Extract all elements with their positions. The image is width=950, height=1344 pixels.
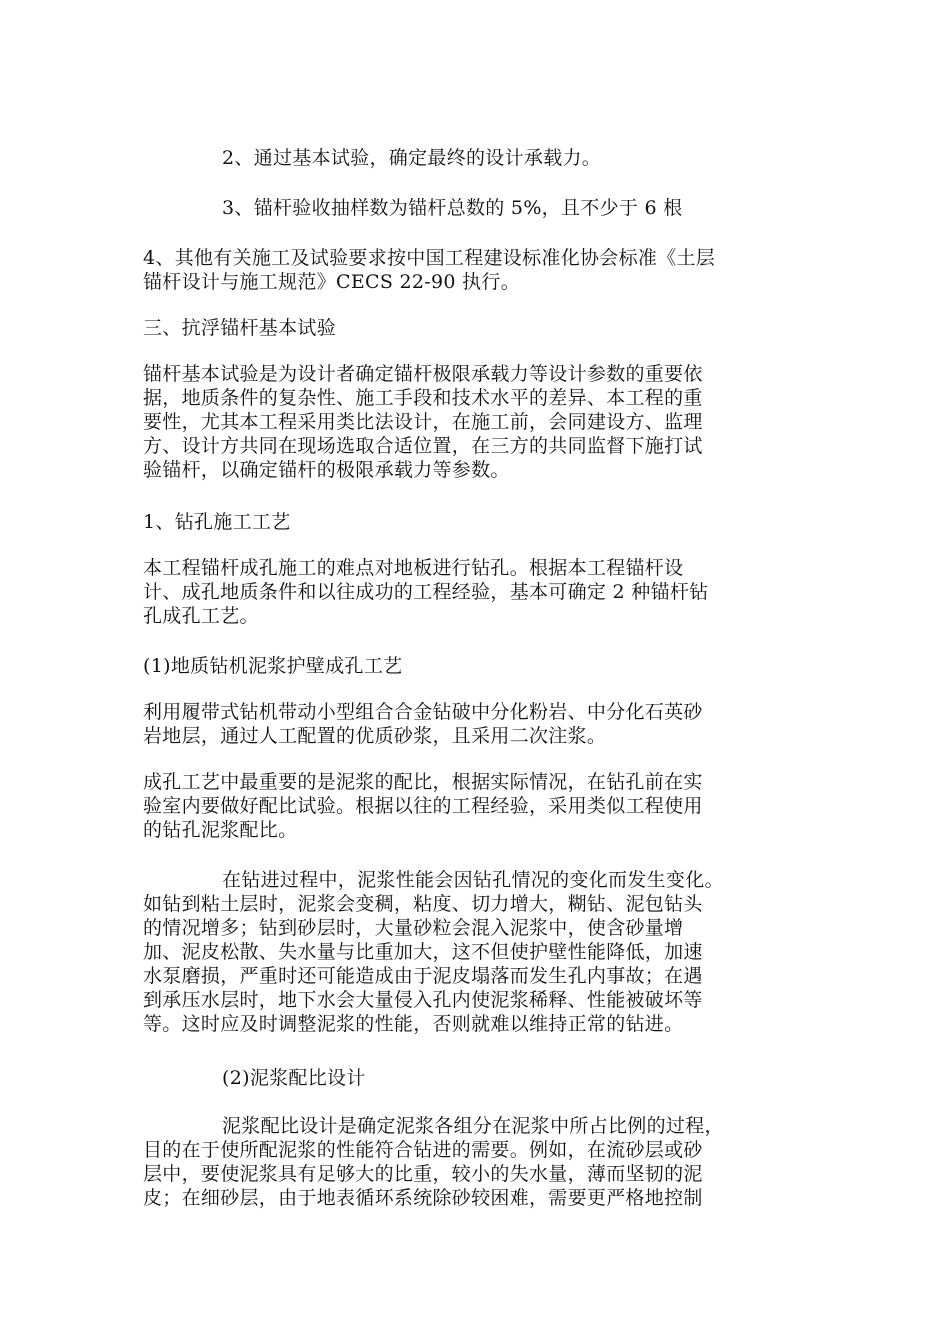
text-line: 水泵磨损，严重时还可能造成由于泥皮塌落而发生孔内事故；在遇: [143, 965, 703, 987]
text-line: 等。这时应及时调整泥浆的性能，否则就难以维持正常的钻进。: [143, 1013, 684, 1035]
text-line: 皮；在细砂层，由于地表循环系统除砂较困难，需要更严格地控制: [143, 1187, 703, 1209]
text-line: 岩地层，通过人工配置的优质砂浆，且采用二次注浆。: [143, 725, 607, 747]
text-line: 到承压水层时，地下水会大量侵入孔内使泥浆稀释、性能被破坏等: [143, 989, 703, 1011]
paragraph-other-requirements: [143, 246, 803, 294]
text-line: (2)泥浆配比设计: [222, 1067, 366, 1089]
paragraph-mud-ratio-importance: [143, 770, 803, 842]
text-line: 在钻进过程中，泥浆性能会因钻孔情况的变化而发生变化。: [222, 869, 724, 891]
text-line: 孔成孔工艺。: [143, 605, 259, 627]
text-line: 三、抗浮锚杆基本试验: [143, 317, 337, 339]
text-line: 计、成孔地质条件和以往成功的工程经验，基本可确定 2 种锚杆钻: [143, 581, 709, 603]
paragraph-crawler-drill: [143, 700, 803, 748]
text-line: 利用履带式钻机带动小型组合合金钻破中分化粉岩、中分化石英砂: [143, 701, 703, 723]
text-line: 加、泥皮松散、失水量与比重加大，这不但使护壁性能降低，加速: [143, 941, 703, 963]
text-line: 验锚杆，以确定锚杆的极限承载力等参数。: [143, 459, 510, 481]
text-line: 锚杆设计与施工规范》CECS 22-90 执行。: [143, 271, 521, 293]
paragraph-basic-test-purpose: [143, 146, 803, 170]
text-line: 锚杆基本试验是为设计者确定锚杆极限承载力等设计参数的重要依: [143, 363, 703, 385]
text-line: 泥浆配比设计是确定泥浆各组分在泥浆中所占比例的过程，: [222, 1115, 724, 1137]
text-line: 的钻孔泥浆配比。: [143, 819, 298, 841]
text-line: (1)地质钻机泥浆护壁成孔工艺: [143, 655, 403, 677]
paragraph-mud-ratio-design-detail: [143, 1114, 803, 1210]
paragraph-basic-test-description: [143, 362, 803, 482]
paragraph-acceptance-sampling: [143, 196, 803, 220]
paragraph-drilling-overview: [143, 556, 803, 628]
text-line: 验室内要做好配比试验。根据以往的工程经验，采用类似工程使用: [143, 795, 703, 817]
section-heading-anti-float-anchor-test: [143, 316, 803, 340]
paragraph-mud-performance-changes: [143, 868, 803, 1036]
text-line: 3、锚杆验收抽样数为锚杆总数的 5%，且不少于 6 根: [222, 197, 683, 219]
text-line: 要性，尤其本工程采用类比法设计，在施工前，会同建设方、监理: [143, 411, 703, 433]
text-line: 方、设计方共同在现场选取合适位置，在三方的共同监督下施打试: [143, 435, 703, 457]
text-line: 4、其他有关施工及试验要求按中国工程建设标准化协会标准《土层: [143, 247, 716, 269]
text-line: 的情况增多；钻到砂层时，大量砂粒会混入泥浆中，使含砂量增: [143, 917, 684, 939]
text-line: 2、通过基本试验，确定最终的设计承载力。: [222, 147, 602, 169]
text-line: 据，地质条件的复杂性、施工手段和技术水平的差异、本工程的重: [143, 387, 703, 409]
text-line: 本工程锚杆成孔施工的难点对地板进行钻孔。根据本工程锚杆设: [143, 557, 684, 579]
subheading-mud-ratio-design: [143, 1066, 803, 1090]
subheading-drilling-process: [143, 510, 803, 534]
text-line: 1、钻孔施工工艺: [143, 511, 291, 533]
subheading-mud-wall-protection: [143, 654, 803, 678]
text-line: 如钻到粘土层时，泥浆会变稠，粘度、切力增大，糊钻、泥包钻头: [143, 893, 703, 915]
text-line: 层中，要使泥浆具有足够大的比重，较小的失水量，薄而坚韧的泥: [143, 1163, 703, 1185]
text-line: 成孔工艺中最重要的是泥浆的配比，根据实际情况，在钻孔前在实: [143, 771, 703, 793]
text-line: 目的在于使所配泥浆的性能符合钻进的需要。例如，在流砂层或砂: [143, 1139, 703, 1161]
